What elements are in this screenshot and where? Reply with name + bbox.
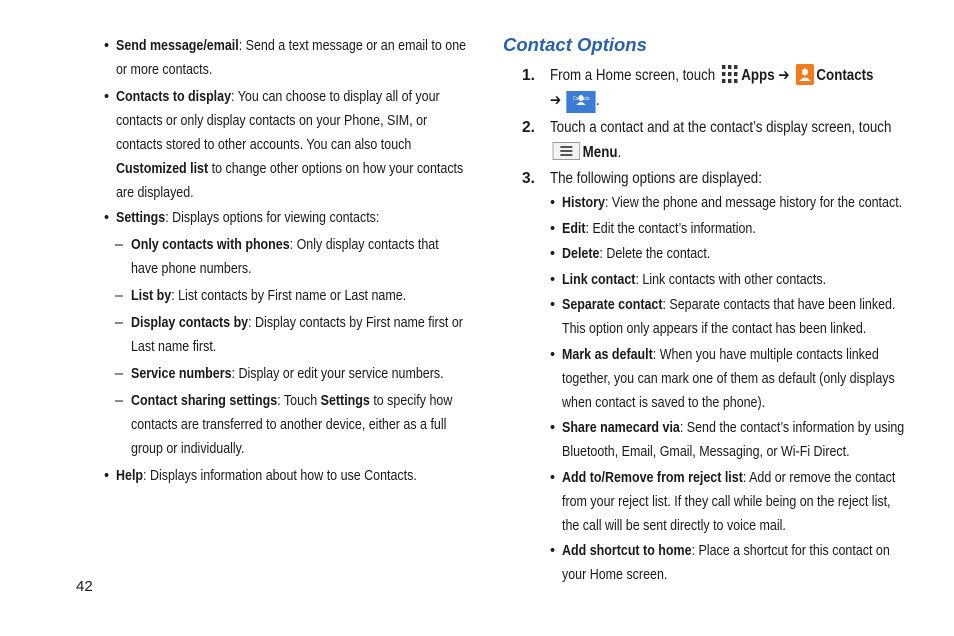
option-history: • History: View the phone and message history for the contact. (550, 191, 923, 215)
dash: – (115, 288, 124, 304)
dash: – (115, 315, 124, 331)
option-edit: • Edit: Edit the contact’s information. (550, 217, 923, 241)
bullet: • (550, 346, 556, 363)
dash: – (115, 393, 124, 409)
step-number: 3. (522, 170, 535, 187)
bullet: • (550, 543, 556, 559)
bullet: • (104, 468, 110, 484)
option-reject-list: • Add to/Remove from reject list: Add or remove the contact from your reject list. If they call while being on the reject list, the call will be sent directly to voice mail. (550, 466, 923, 538)
bullet: • (104, 38, 110, 54)
option-delete: • Delete: Delete the contact. (550, 242, 923, 266)
contacts-tab-icon: Contacts (567, 91, 596, 113)
section-title: Contact Options (503, 34, 647, 55)
dash: – (115, 237, 124, 253)
bullet: • (550, 246, 556, 262)
sub-item-list-by: – List by: List contacts by First name or Last name. (104, 284, 466, 308)
dash: – (115, 366, 124, 382)
left-column (104, 34, 466, 488)
apps-grid-icon (722, 64, 739, 84)
list-item-send-message: • Send message/email: Send a text message or an email to one or more contacts. (104, 34, 466, 82)
step-1: 1. From a Home screen, touch Apps ➔ Contacts ➔ Contacts . (503, 63, 923, 113)
list-item-contacts-to-display: • Contacts to display: You can choose to display all of your contacts or only display contacts on your Phone, SIM, or contacts stored to other accounts. You can also touch Customized list to change other options on how your contacts are displayed. (104, 85, 466, 205)
sub-item-only-contacts-with-phones: – Only contacts with phones: Only display contacts that have phone numbers. (104, 233, 466, 281)
menu-key-icon (553, 142, 581, 160)
page-number: 42 (76, 578, 93, 595)
list-item-settings: • Settings: Displays options for viewing contacts: (104, 206, 466, 230)
step-number: 2. (522, 119, 535, 136)
sub-item-service-numbers: – Service numbers: Display or edit your service numbers. (104, 362, 466, 386)
bullet: • (550, 420, 556, 436)
bullet: • (550, 469, 556, 486)
step-2: 2. Touch a contact and at the contact’s display screen, touch Menu. (503, 115, 923, 165)
bullet: • (104, 210, 110, 226)
bullet: • (550, 195, 556, 211)
sub-item-display-contacts-by: – Display contacts by: Display contacts by First name first or Last name first. (104, 311, 466, 359)
bullet: • (550, 271, 556, 288)
option-separate-contact: • Separate contact: Separate contacts that have been linked. This option only appears if the contact has been linked. (550, 293, 923, 341)
options-list (503, 191, 923, 587)
step-number: 1. (522, 67, 535, 84)
option-mark-as-default: • Mark as default: When you have multiple contacts linked together, you can mark one of them as default (only displays when contact is saved to the phone). (550, 343, 923, 415)
bullet: • (550, 297, 556, 313)
list-item-help: • Help: Displays information about how to use Contacts. (104, 464, 466, 488)
option-link-contact: • Link contact: Link contacts with other contacts. (550, 268, 923, 292)
bullet: • (104, 89, 110, 105)
step-3: 3. The following options are displayed: (503, 166, 923, 191)
contacts-app-icon (796, 64, 814, 85)
option-add-shortcut: • Add shortcut to home: Place a shortcut for this contact on your Home screen. (550, 539, 923, 587)
option-share-namecard: • Share namecard via: Send the contact’s information by using Bluetooth, Email, Gmail, Messaging, or Wi-Fi Direct. (550, 416, 923, 464)
right-column (503, 33, 923, 589)
bullet: • (550, 220, 556, 237)
sub-item-contact-sharing-settings: – Contact sharing settings: Touch Settings to specify how contacts are transferred to another device, either as a full group or individually. (104, 389, 466, 461)
